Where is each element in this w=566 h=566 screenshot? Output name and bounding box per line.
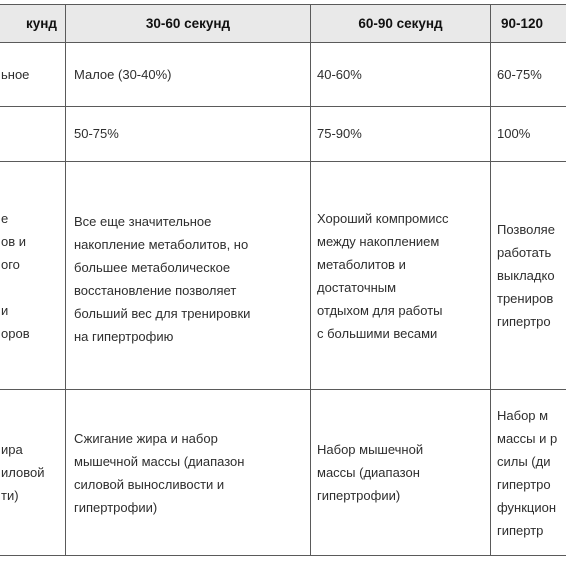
table-cell: [66, 161, 311, 389]
cell-line: большее метаболическое: [74, 259, 231, 275]
cell-line: Хороший компромисс: [317, 210, 449, 226]
cell-line: Набор м: [497, 407, 549, 423]
cell-line: достаточным: [317, 279, 397, 295]
cell-line: [1, 276, 59, 299]
rest-interval-table-container: [0, 4, 566, 560]
cell-line: выкладко: [497, 268, 555, 284]
cell-line: ов и: [1, 233, 27, 249]
cell-line: восстановление позволяет: [74, 282, 237, 298]
table-cell: [66, 390, 311, 556]
cell-line: метаболитов и: [317, 256, 406, 272]
cell-line: гипертро: [497, 314, 551, 330]
cell-line: гипертро: [497, 476, 551, 492]
cell-line: Все еще значительное: [74, 213, 212, 229]
cell-line: е: [1, 210, 9, 226]
table-cell: [66, 43, 311, 107]
cell-line: оров: [1, 325, 30, 341]
cell-line: 75-90%: [317, 126, 362, 142]
cell-line: 60-75%: [497, 66, 542, 82]
cell-line: массы (диапазон: [317, 465, 420, 481]
cell-line: ого: [1, 256, 20, 272]
cell-line: Позволяе: [497, 222, 555, 238]
cell-line: гипертрофии): [317, 488, 401, 504]
cell-line: массы и р: [497, 430, 558, 446]
cell-line: с большими весами: [317, 325, 438, 341]
table-cell: [311, 106, 491, 161]
table-cell: [0, 43, 66, 107]
cell-line: работать: [497, 245, 552, 261]
cell-line: Сжигание жира и набор: [74, 430, 218, 446]
cell-line: силовой выносливости и: [74, 476, 225, 492]
cell-line: между накоплением: [317, 233, 440, 249]
cell-line: 50-75%: [74, 126, 119, 142]
cell-line: ира: [1, 442, 23, 458]
table-cell: [311, 390, 491, 556]
cell-line: 100%: [497, 126, 531, 142]
table-row: [0, 161, 566, 389]
table-cell: [66, 106, 311, 161]
header-cell-90-120: 90-120: [491, 5, 566, 43]
table-cell: [0, 390, 66, 556]
cell-line: и: [1, 302, 9, 318]
table-cell: [491, 161, 566, 389]
cell-line: ьное: [1, 66, 30, 82]
table-row: [0, 390, 566, 556]
cell-line: отдыхом для работы: [317, 302, 443, 318]
cell-line: гипертрофии): [74, 499, 158, 515]
cell-line: ти): [1, 488, 19, 504]
cell-line: мышечной массы (диапазон: [74, 453, 245, 469]
cell-line: больший вес для тренировки: [74, 305, 251, 321]
header-cell-0: кунд: [0, 5, 66, 43]
table-cell: [311, 43, 491, 107]
cell-line: [1, 122, 59, 145]
cell-line: силы (ди: [497, 453, 551, 469]
cell-line: на гипертрофию: [74, 328, 174, 344]
cell-line: иловой: [1, 465, 45, 481]
cell-line: Набор мышечной: [317, 442, 424, 458]
cell-line: гипертр: [497, 522, 544, 538]
cell-line: трениров: [497, 291, 554, 307]
table-cell: [491, 106, 566, 161]
table-row: [0, 106, 566, 161]
cell-line: функцион: [497, 499, 557, 515]
table-cell: [311, 161, 491, 389]
table-cell: [0, 106, 66, 161]
table-row: [0, 43, 566, 107]
table-cell: [491, 390, 566, 556]
header-cell-30-60: 30-60 секунд: [66, 5, 311, 43]
cell-line: Малое (30-40%): [74, 66, 172, 82]
table-cell: [491, 43, 566, 107]
cell-line: накопление метаболитов, но: [74, 236, 249, 252]
header-cell-60-90: 60-90 секунд: [311, 5, 491, 43]
cell-line: 40-60%: [317, 66, 362, 82]
table-cell: [0, 161, 66, 389]
table-header-row: [0, 5, 566, 43]
rest-interval-table: [0, 4, 566, 556]
